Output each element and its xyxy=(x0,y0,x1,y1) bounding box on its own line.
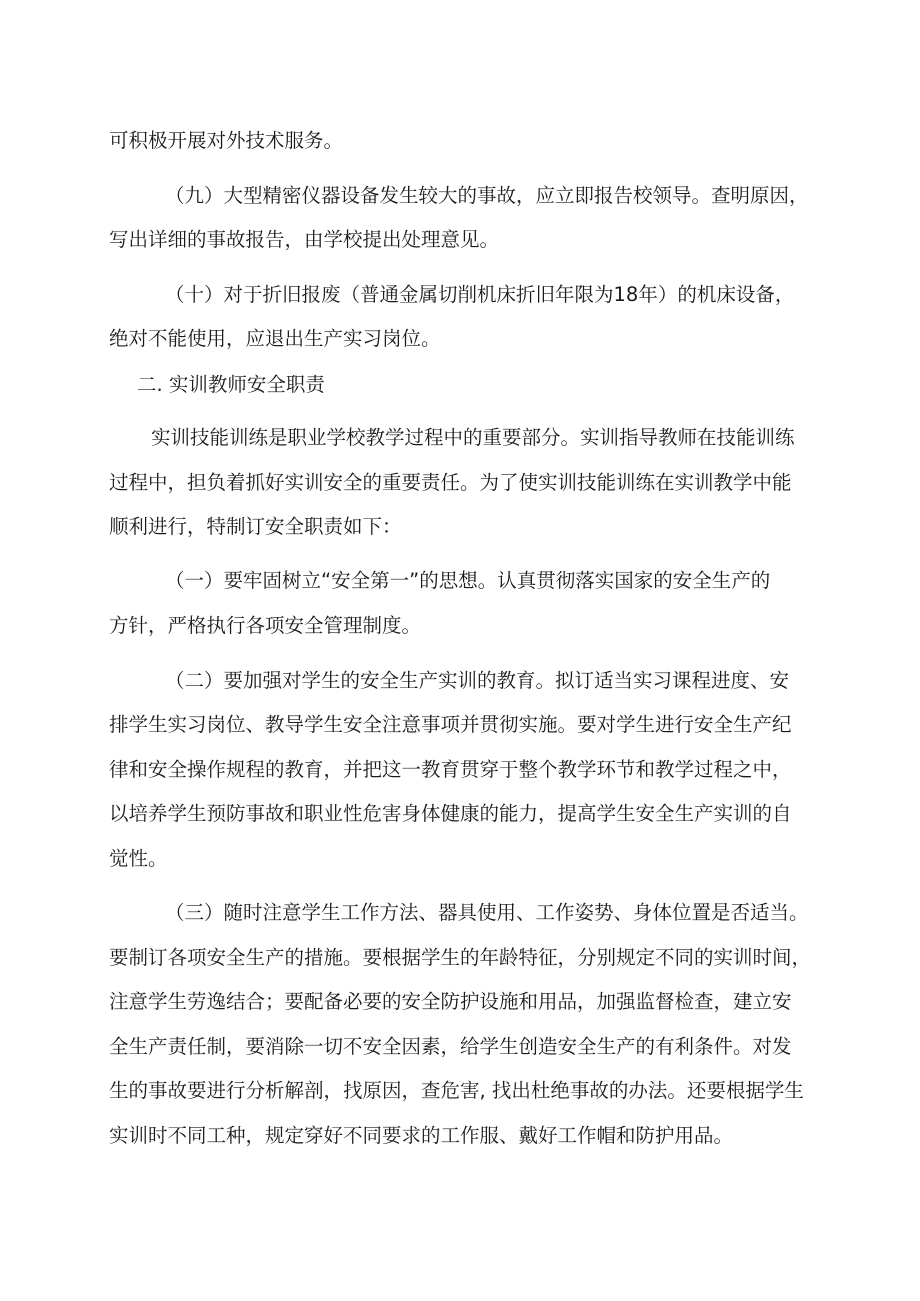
text-line: 绝对不能使用，应退出生产实习岗位。 xyxy=(109,327,441,350)
text-line: 可积极开展对外技术服务。 xyxy=(109,129,344,152)
text-line: 排学生实习岗位、教导学生安全注意事项并贯彻实施。要对学生进行安全生产纪 xyxy=(109,713,792,736)
text-line: 以培养学生预防事故和职业性危害身体健康的能力，提高学生安全生产实训的自 xyxy=(109,802,792,825)
text-line: （三）随时注意学生工作方法、器具使用、工作姿势、身体位置是否适当。 xyxy=(165,901,809,924)
text-line: 律和安全操作规程的教育，并把这一教育贯穿于整个教学环节和教学过程之中， xyxy=(109,758,792,781)
text-line: 觉性。 xyxy=(109,847,168,870)
text-line: （二）要加强对学生的安全生产实训的教育。拟订适当实习课程进度、安 xyxy=(165,669,790,692)
text-line: 注意学生劳逸结合；要配备必要的安全防护设施和用品，加强监督检查，建立安 xyxy=(109,990,792,1013)
section-heading: 二. 实训教师安全职责 xyxy=(137,373,325,396)
text-line: （十）对于折旧报废（普通金属切削机床折旧年限为18年）的机床设备， xyxy=(165,283,795,306)
text-line: （一）要牢固树立“安全第一”的思想。认真贯彻落实国家的安全生产的 xyxy=(165,569,771,592)
text-line: 写出详细的事故报告，由学校提出处理意见。 xyxy=(109,228,500,251)
text-line: 顺利进行，特制订安全职责如下： xyxy=(109,515,402,538)
text-line: 方针，严格执行各项安全管理制度。 xyxy=(109,614,422,637)
text-line: 生的事故要进行分析解剖，找原因，查危害, 找出杜绝事故的办法。还要根据学生 xyxy=(109,1079,804,1102)
text-line: 实训技能训练是职业学校教学过程中的重要部分。实训指导教师在技能训练 xyxy=(151,426,795,449)
text-line: 全生产责任制，要消除一切不安全因素，给学生创造安全生产的有利条件。对发 xyxy=(109,1035,792,1058)
text-line: （九）大型精密仪器设备发生较大的事故，应立即报告校领导。查明原因， xyxy=(165,184,809,207)
text-line: 实训时不同工种，规定穿好不同要求的工作服、戴好工作帽和防护用品。 xyxy=(109,1124,734,1147)
text-line: 要制订各项安全生产的措施。要根据学生的年龄特征，分别规定不同的实训时间， xyxy=(109,946,812,969)
text-line: 过程中，担负着抓好实训安全的重要责任。为了使实训技能训练在实训教学中能 xyxy=(109,471,792,494)
